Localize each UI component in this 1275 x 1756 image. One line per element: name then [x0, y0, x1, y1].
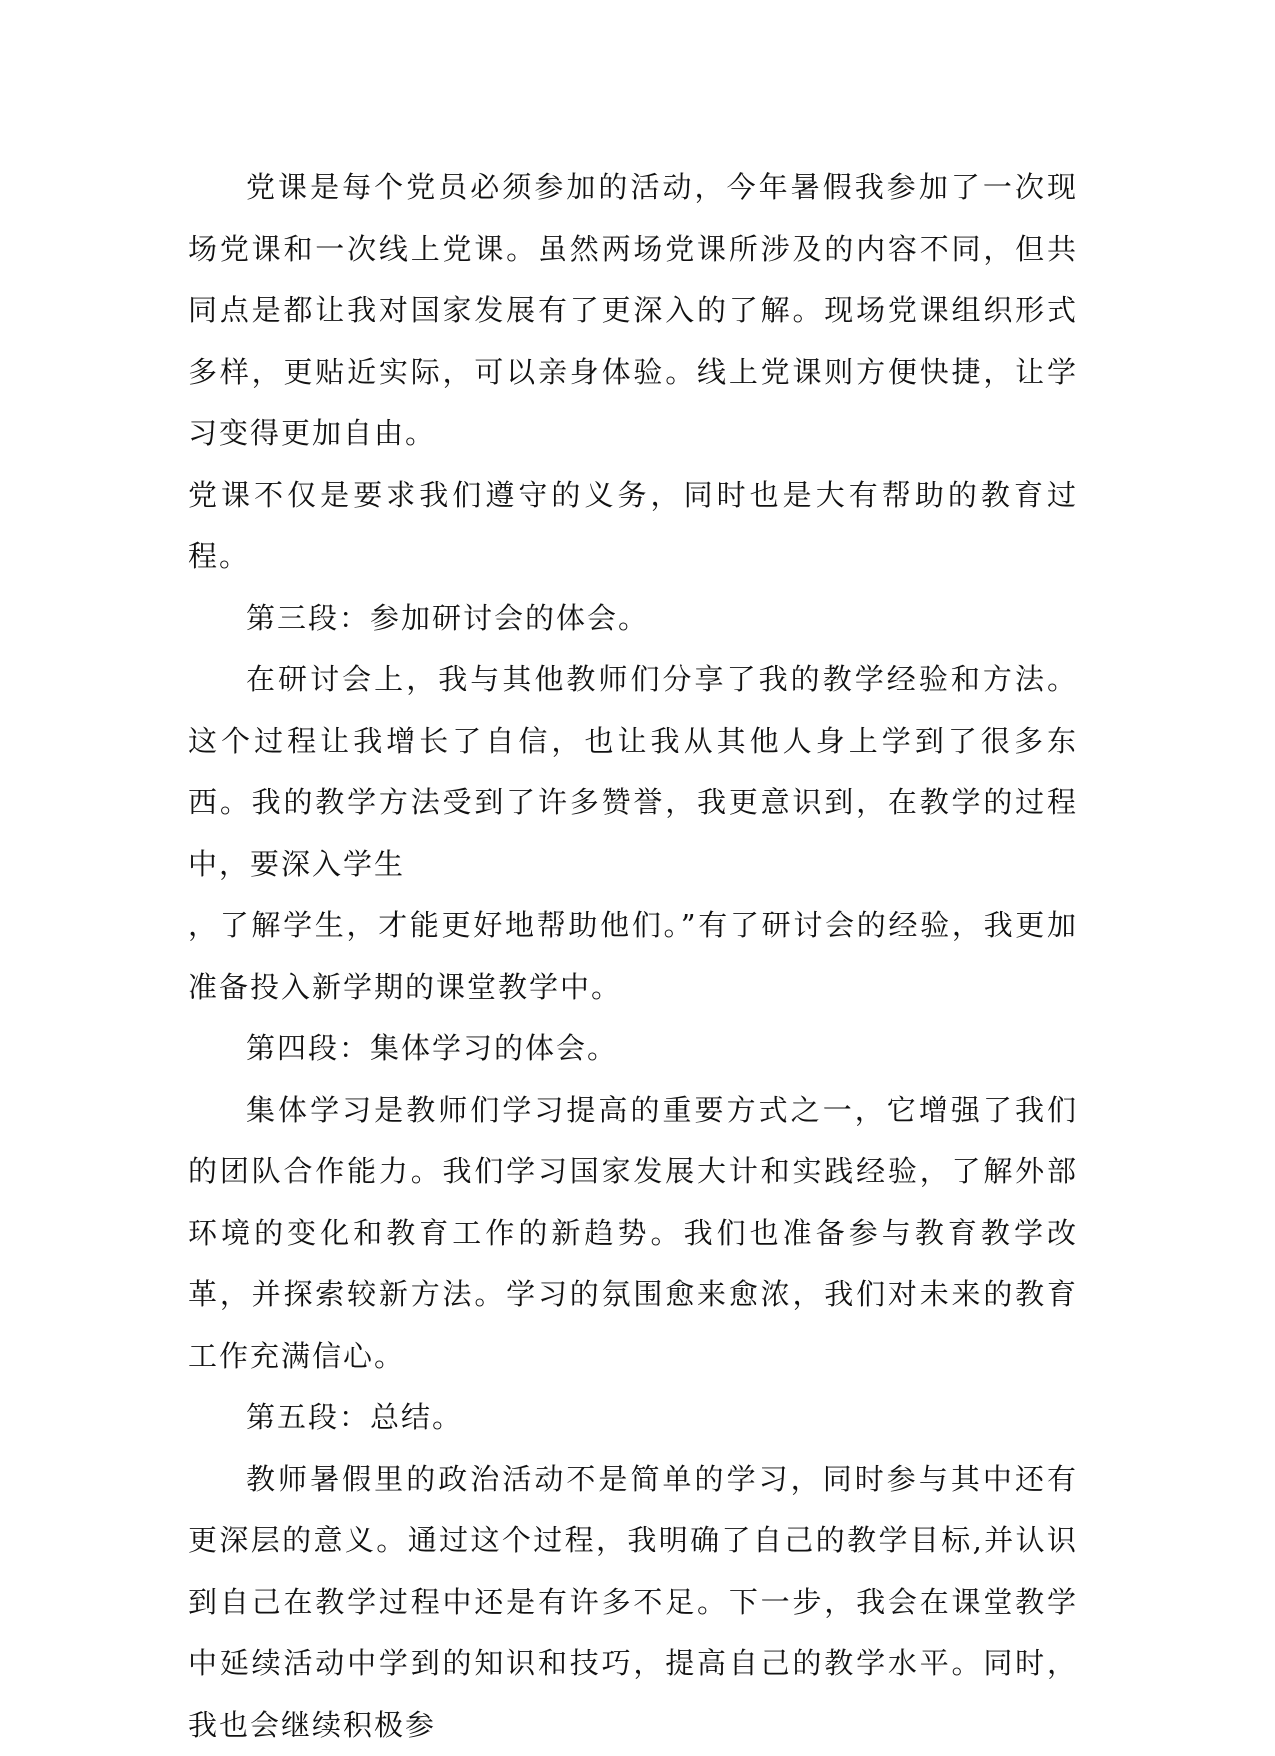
section-heading-3: 第三段：参加研讨会的体会。 [188, 588, 1078, 650]
paragraph-party-lesson: 党课是每个党员必须参加的活动，今年暑假我参加了一次现场党课和一次线上党课。虽然两场党课所涉及的内容不同，但共同点是都让我对国家发展有了更深入的了解。现场党课组织形式多样，更贴近实际，可以亲身体验。线上党课则方便快捷，让学习变得更加自由。 [188, 157, 1078, 465]
paragraph-group-study: 集体学习是教师们学习提高的重要方式之一，它增强了我们的团队合作能力。我们学习国家发展大计和实践经验，了解外部环境的变化和教育工作的新趋势。我们也准备参与教育教学改革，并探索较新方法。学习的氛围愈来愈浓，我们对未来的教育工作充满信心。 [188, 1080, 1078, 1388]
section-heading-4: 第四段：集体学习的体会。 [188, 1018, 1078, 1080]
document-body [188, 157, 1078, 1756]
section-heading-5: 第五段：总结。 [188, 1387, 1078, 1449]
paragraph-party-lesson-continued: 党课不仅是要求我们遵守的义务，同时也是大有帮助的教育过程。 [188, 465, 1078, 588]
paragraph-summary: 教师暑假里的政治活动不是简单的学习，同时参与其中还有更深层的意义。通过这个过程，我明确了自己的教学目标,并认识到自己在教学过程中还是有许多不足。下一步，我会在课堂教学中延续活动中学到的知识和技巧，提高自己的教学水平。同时，我也会继续积极参 [188, 1449, 1078, 1756]
paragraph-seminar: 在研讨会上，我与其他教师们分享了我的教学经验和方法。这个过程让我增长了自信，也让我从其他人身上学到了很多东西。我的教学方法受到了许多赞誉，我更意识到，在教学的过程中，要深入学生 [188, 649, 1078, 895]
paragraph-seminar-continued: ，了解学生，才能更好地帮助他们。”有了研讨会的经验，我更加准备投入新学期的课堂教学中。 [188, 895, 1078, 1018]
